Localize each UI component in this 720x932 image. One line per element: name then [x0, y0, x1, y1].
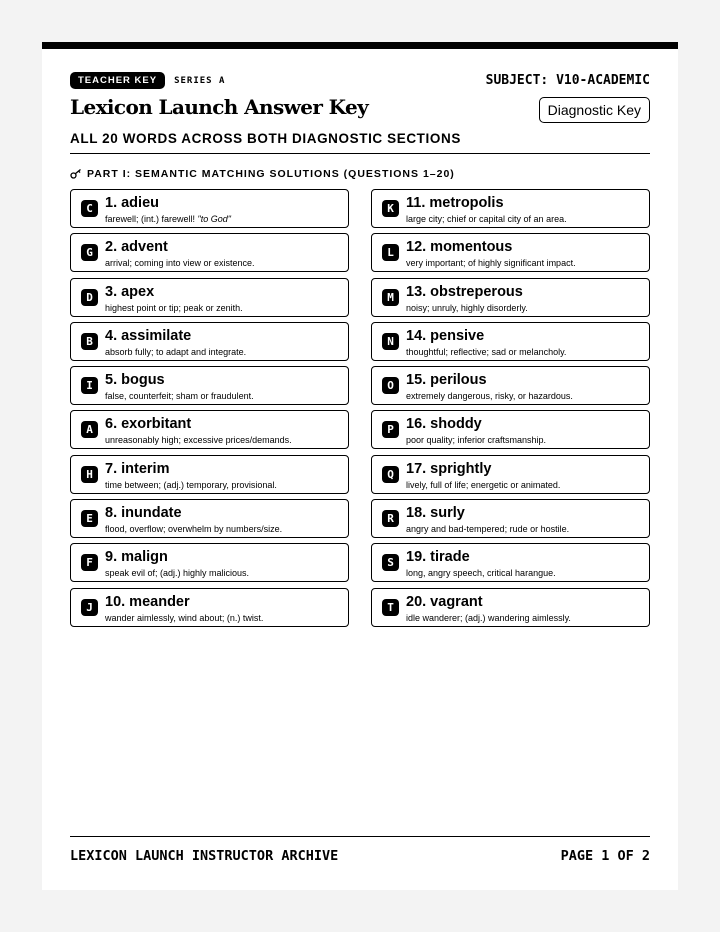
answer-letter-badge: N — [382, 333, 399, 350]
answer-word: 20. vagrant — [406, 593, 483, 610]
definition-text: farewell; (int.) farewell! — [105, 214, 198, 224]
answer-definition — [406, 568, 556, 578]
answer-definition — [406, 258, 576, 268]
definition-text: speak evil of; (adj.) highly malicious. — [105, 568, 250, 579]
definition-text: idle wanderer; (adj.) wandering aimlessly. — [406, 612, 571, 623]
answer-card — [371, 189, 650, 228]
definition-text: poor quality; inferior craftsmanship. — [406, 435, 547, 446]
answer-word: 11. metropolis — [406, 195, 504, 211]
footer-archive-label: LEXICON LAUNCH INSTRUCTOR ARCHIVE — [70, 848, 339, 864]
answer-letter-badge: H — [81, 466, 98, 483]
answer-card — [70, 588, 349, 627]
footer-divider — [70, 836, 650, 837]
definition-text: extremely dangerous, risky, or hazardous. — [406, 391, 573, 402]
answer-card — [371, 455, 650, 494]
answer-letter-badge: O — [382, 377, 399, 394]
answer-letter-badge: G — [81, 244, 98, 261]
answer-definition — [406, 303, 528, 313]
answer-definition — [105, 435, 292, 445]
answer-card — [70, 410, 349, 449]
answer-letter-badge: I — [81, 377, 98, 394]
answer-letter-badge: M — [382, 289, 399, 306]
definition-text: unreasonably high; excessive prices/demands. — [105, 435, 292, 446]
answer-definition — [105, 391, 254, 401]
answer-definition — [105, 568, 249, 578]
page-title: Lexicon Launch Answer Key — [70, 95, 369, 119]
definition-text: highest point or tip; peak or zenith. — [105, 302, 243, 313]
answer-card — [70, 189, 349, 228]
answer-word: 4. assimilate — [105, 327, 192, 344]
answer-card — [70, 543, 349, 582]
answer-definition — [406, 391, 573, 401]
answer-card — [371, 588, 650, 627]
answer-word: 14. pensive — [406, 327, 485, 344]
diagnostic-key-label: Diagnostic Key — [539, 97, 650, 123]
definition-text: absorb fully; to adapt and integrate. — [105, 346, 247, 357]
answer-definition — [406, 214, 567, 224]
answer-card — [371, 233, 650, 272]
answer-card — [371, 278, 650, 317]
subject-label: SUBJECT: V10-ACADEMIC — [485, 73, 650, 88]
answer-key-page — [42, 42, 678, 890]
answer-definition — [105, 303, 243, 313]
answer-card — [371, 499, 650, 538]
answer-word: 15. perilous — [406, 372, 487, 389]
answer-card — [70, 233, 349, 272]
answer-card — [371, 543, 650, 582]
section-heading — [70, 168, 455, 180]
section-title: PART I: SEMANTIC MATCHING SOLUTIONS (QUESTIONS 1–20) — [87, 168, 455, 180]
answer-letter-badge: T — [382, 599, 399, 616]
definition-text: arrival; coming into view or existence. — [105, 258, 255, 269]
answer-word: 10. meander — [105, 593, 190, 610]
answer-definition — [105, 347, 246, 357]
teacher-key-badge: TEACHER KEY — [70, 72, 165, 89]
answer-definition — [406, 347, 566, 357]
answer-card — [70, 499, 349, 538]
series-label: SERIES A — [174, 75, 226, 86]
answer-definition — [105, 480, 277, 490]
answer-letter-badge: E — [81, 510, 98, 527]
definition-text: lively, full of life; energetic or animated. — [406, 479, 561, 490]
definition-text: time between; (adj.) temporary, provisional. — [105, 479, 277, 490]
answer-letter-badge: K — [382, 200, 399, 217]
answer-letter-badge: F — [81, 554, 98, 571]
definition-text: flood, overflow; overwhelm by numbers/size. — [105, 524, 283, 535]
answer-word: 6. exorbitant — [105, 416, 192, 433]
answer-word: 3. apex — [105, 283, 155, 300]
answer-letter-badge: B — [81, 333, 98, 350]
answer-card — [70, 278, 349, 317]
answer-card — [70, 455, 349, 494]
answer-letter-badge: S — [382, 554, 399, 571]
answer-letter-badge: D — [81, 289, 98, 306]
definition-text: thoughtful; reflective; sad or melancholy. — [406, 346, 567, 357]
answer-word: 8. inundate — [105, 505, 182, 522]
answer-word: 5. bogus — [105, 372, 165, 389]
definition-text: long, angry speech, critical harangue. — [406, 568, 556, 579]
answer-letter-badge: A — [81, 421, 98, 438]
answer-letter-badge: P — [382, 421, 399, 438]
answer-letter-badge: L — [382, 244, 399, 261]
answer-card — [70, 322, 349, 361]
answer-letter-badge: C — [81, 200, 98, 217]
answer-definition — [406, 613, 571, 623]
answer-definition — [105, 258, 255, 268]
definition-italic: "to God" — [197, 214, 231, 224]
answer-definition — [406, 524, 569, 534]
answer-word: 1. adieu — [105, 195, 159, 211]
answer-definition — [105, 524, 282, 534]
answer-card — [70, 366, 349, 405]
answer-definition — [406, 435, 546, 445]
answer-word: 9. malign — [105, 549, 168, 566]
answer-definition — [406, 480, 560, 490]
definition-text: wander aimlessly, wind about; (n.) twist. — [105, 612, 264, 623]
answer-word: 16. shoddy — [406, 416, 482, 433]
definition-text: noisy; unruly, highly disorderly. — [406, 302, 528, 313]
key-icon — [70, 169, 82, 179]
answer-word: 7. interim — [105, 460, 170, 477]
answer-card — [371, 366, 650, 405]
answer-word: 13. obstreperous — [406, 283, 523, 300]
definition-text: angry and bad-tempered; rude or hostile. — [406, 524, 570, 535]
header-divider — [70, 153, 650, 154]
answer-letter-badge: J — [81, 599, 98, 616]
definition-text: large city; chief or capital city of an area. — [406, 214, 567, 224]
top-meta — [70, 72, 225, 89]
answer-definition — [105, 214, 231, 224]
answers-grid — [70, 189, 650, 627]
answer-word: 2. advent — [105, 239, 168, 256]
answer-card — [371, 410, 650, 449]
answer-card — [371, 322, 650, 361]
answer-letter-badge: Q — [382, 466, 399, 483]
answer-word: 12. momentous — [406, 239, 513, 256]
answer-word: 19. tirade — [406, 549, 470, 566]
page-number: PAGE 1 OF 2 — [560, 848, 650, 864]
answer-word: 17. sprightly — [406, 460, 492, 477]
definition-text: false, counterfeit; sham or fraudulent. — [105, 391, 254, 402]
answer-word: 18. surly — [406, 505, 465, 522]
answer-letter-badge: R — [382, 510, 399, 527]
answer-definition — [105, 613, 263, 623]
page-subtitle: ALL 20 WORDS ACROSS BOTH DIAGNOSTIC SECTIONS — [70, 131, 461, 146]
definition-text: very important; of highly significant impact. — [406, 258, 576, 269]
